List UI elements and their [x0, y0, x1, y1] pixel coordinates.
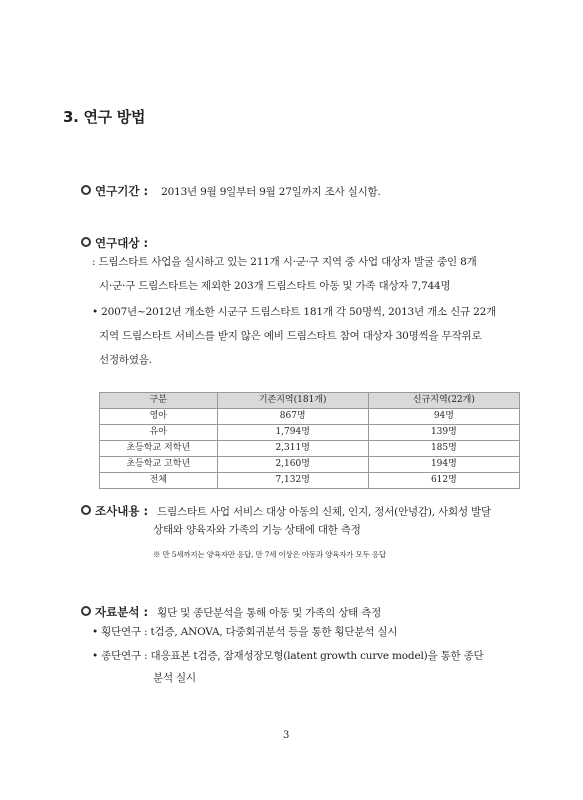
section-heading: 3. 연구 방법 — [63, 108, 146, 126]
table-header-row — [100, 393, 520, 409]
circle-bullet-icon — [81, 606, 91, 616]
content-label: 조사내용 : — [95, 504, 149, 518]
analysis-text: 횡단 및 종단분석을 통해 아동 및 가족의 상태 측정 — [157, 607, 382, 619]
content-line-2: 상태와 양육자와 가족의 기능 상태에 대한 측정 — [153, 524, 361, 536]
table-row — [100, 473, 520, 489]
table-cell: 139명 — [368, 425, 519, 441]
subjects-line-1: : 드림스타트 사업을 실시하고 있는 211개 시·군·구 지역 중 사업 대상자 발굴 중인 8개 — [92, 256, 477, 268]
table-cell: 유아 — [100, 425, 218, 441]
subjects-label: 연구대상 : — [95, 236, 149, 250]
table-cell: 2,160명 — [217, 457, 368, 473]
table-cell: 초등학교 고학년 — [100, 457, 218, 473]
table-cell: 2,311명 — [217, 441, 368, 457]
analysis-longitudinal-line-1: • 종단연구 : 대응표본 t검증, 잠재성장모형(latent growth curve model)을 통한 종단 — [92, 650, 484, 662]
subjects-line-4: 지역 드림스타트 서비스를 받지 않은 예비 드림스타트 참여 대상자 30명씩을 무작위로 — [99, 330, 482, 342]
table-header-cell: 기존지역(181개) — [217, 393, 368, 409]
table-row — [100, 441, 520, 457]
table-cell: 94명 — [368, 409, 519, 425]
period-label: 연구기간 : — [95, 184, 149, 198]
page-number: 3 — [283, 730, 290, 741]
subjects-table — [99, 392, 520, 489]
analysis-label: 자료분석 : — [95, 605, 149, 619]
table-cell: 전체 — [100, 473, 218, 489]
table-cell: 194명 — [368, 457, 519, 473]
subjects-line-5: 선정하였음. — [99, 354, 152, 366]
period-item — [81, 180, 381, 199]
table-cell: 초등학교 저학년 — [100, 441, 218, 457]
table-row — [100, 409, 520, 425]
content-line-1: 드림스타트 사업 서비스 대상 아동의 신체, 인지, 정서(안녕감), 사회성 발달 — [157, 506, 491, 518]
circle-bullet-icon — [81, 237, 91, 247]
table-cell: 7,132명 — [217, 473, 368, 489]
analysis-longitudinal-line-2: 분석 실시 — [153, 672, 196, 684]
table-cell: 영아 — [100, 409, 218, 425]
table-header-cell: 구분 — [100, 393, 218, 409]
content-note: ※ 만 5세까지는 양육자만 응답, 만 7세 이상은 아동과 양육자가 모두 응답 — [153, 550, 386, 559]
table-header-cell: 신규지역(22개) — [368, 393, 519, 409]
table-cell: 185명 — [368, 441, 519, 457]
circle-bullet-icon — [81, 185, 91, 195]
subjects-line-2: 시·군·구 드림스타트는 제외한 203개 드림스타트 아동 및 가족 대상자 7,744명 — [99, 280, 451, 292]
table-row — [100, 457, 520, 473]
table-cell: 1,794명 — [217, 425, 368, 441]
analysis-item — [81, 601, 381, 620]
table-row — [100, 425, 520, 441]
analysis-cross-sectional: • 횡단연구 : t검증, ANOVA, 다중회귀분석 등을 통한 횡단분석 실시 — [92, 626, 398, 638]
table-cell: 612명 — [368, 473, 519, 489]
content-item — [81, 500, 491, 519]
period-text: 2013년 9월 9일부터 9월 27일까지 조사 실시함. — [161, 186, 381, 198]
subjects-line-3: • 2007년~2012년 개소한 시군구 드림스타트 181개 각 50명씩, 2013년 개소 신규 22개 — [92, 306, 497, 318]
circle-bullet-icon — [81, 505, 91, 515]
subjects-item — [81, 232, 148, 251]
table-cell: 867명 — [217, 409, 368, 425]
